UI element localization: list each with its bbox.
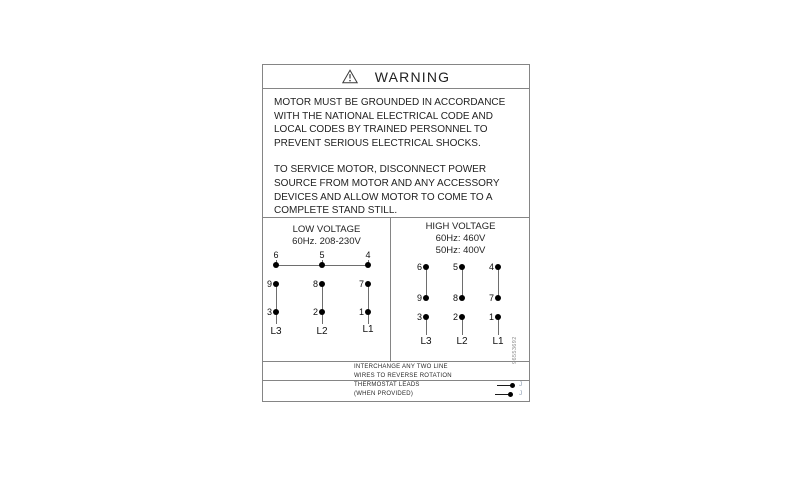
wire [426, 267, 427, 298]
terminal-number: 4 [488, 262, 494, 272]
terminal-number: 1 [488, 312, 494, 322]
terminal-number: 9 [266, 279, 272, 289]
terminal-number: 3 [266, 307, 272, 317]
wire [368, 284, 369, 324]
body-line: PREVENT SERIOUS ELECTRICAL SHOCKS. [274, 137, 481, 149]
thermostat-lead-label: J [519, 390, 523, 397]
warning-body [263, 89, 529, 218]
line-label: L1 [362, 324, 374, 335]
terminal-dot [273, 281, 279, 287]
wire [322, 284, 323, 324]
body-line: MOTOR MUST BE GROUNDED IN ACCORDANCE [274, 97, 506, 108]
high-voltage-title [391, 221, 530, 257]
terminal-dot [365, 309, 371, 315]
service-paragraph [274, 163, 519, 217]
line-label: L3 [420, 336, 432, 347]
terminal-number: 2 [312, 307, 318, 317]
terminal-dot [495, 314, 501, 320]
terminal-number: 2 [452, 312, 458, 322]
terminal-number: 6 [273, 250, 279, 260]
terminal-dot [423, 295, 429, 301]
terminal-dot [273, 262, 279, 268]
grounding-paragraph [274, 96, 519, 150]
rotation-note-line: INTERCHANGE ANY TWO LINE [354, 364, 448, 370]
terminal-number: 5 [452, 262, 458, 272]
rotation-note [263, 362, 529, 381]
terminal-number: 8 [452, 293, 458, 303]
terminal-number: 7 [488, 293, 494, 303]
terminal-dot [319, 281, 325, 287]
thermostat-lead-dot [508, 392, 513, 397]
part-number: 96553692 [512, 336, 518, 364]
line-label: L3 [270, 326, 282, 337]
warning-header [263, 65, 529, 89]
line-label: L1 [492, 336, 504, 347]
wire [498, 267, 499, 298]
wire [276, 284, 277, 324]
thermostat-lead-dot [510, 383, 515, 388]
low-voltage-title-text: LOW VOLTAGE [292, 224, 361, 235]
terminal-number: 1 [358, 307, 364, 317]
warning-title: WARNING [374, 68, 451, 85]
terminal-dot [459, 264, 465, 270]
terminal-number: 9 [416, 293, 422, 303]
terminal-number: 3 [416, 312, 422, 322]
wiring-diagrams [263, 218, 529, 362]
thermostat-note-line: (WHEN PROVIDED) [354, 391, 414, 397]
terminal-dot [495, 295, 501, 301]
terminal-dot [273, 309, 279, 315]
wire [462, 267, 463, 298]
terminal-number: 4 [365, 250, 371, 260]
high-voltage-title-text: HIGH VOLTAGE [425, 221, 496, 232]
body-line: WITH THE NATIONAL ELECTRICAL CODE AND [274, 110, 493, 122]
body-line: TO SERVICE MOTOR, DISCONNECT POWER [274, 164, 487, 176]
body-line: COMPLETE STAND STILL. [274, 205, 398, 217]
thermostat-note-line: THERMOSTAT LEADS [354, 382, 420, 388]
line-label: L2 [316, 326, 328, 337]
rotation-note-line: WIRES TO REVERSE ROTATION [354, 373, 452, 379]
terminal-dot [319, 309, 325, 315]
terminal-dot [365, 281, 371, 287]
terminal-dot [423, 314, 429, 320]
terminal-dot [459, 314, 465, 320]
motor-warning-label [262, 64, 530, 402]
terminal-dot [459, 295, 465, 301]
high-voltage-subtitle-60hz: 60Hz: 460V [435, 233, 486, 244]
line-label: L2 [456, 336, 468, 347]
low-voltage-title [263, 224, 390, 248]
terminal-number: 8 [312, 279, 318, 289]
terminal-number: 6 [416, 262, 422, 272]
terminal-number: 5 [319, 250, 325, 260]
terminal-dot [423, 264, 429, 270]
high-voltage-subtitle-50hz: 50Hz: 400V [435, 245, 486, 256]
body-line: LOCAL CODES BY TRAINED PERSONNEL TO [274, 124, 488, 136]
terminal-number: 7 [358, 279, 364, 289]
body-line: DEVICES AND ALLOW MOTOR TO COME TO A [274, 191, 493, 203]
low-voltage-subtitle: 60Hz. 208-230V [292, 236, 361, 247]
terminal-dot [365, 262, 371, 268]
body-line: SOURCE FROM MOTOR AND ANY ACCESSORY [274, 177, 500, 189]
thermostat-note [263, 381, 529, 400]
warning-triangle-icon [342, 69, 358, 84]
thermostat-lead-label: J [519, 381, 523, 388]
terminal-dot [319, 262, 325, 268]
terminal-dot [495, 264, 501, 270]
